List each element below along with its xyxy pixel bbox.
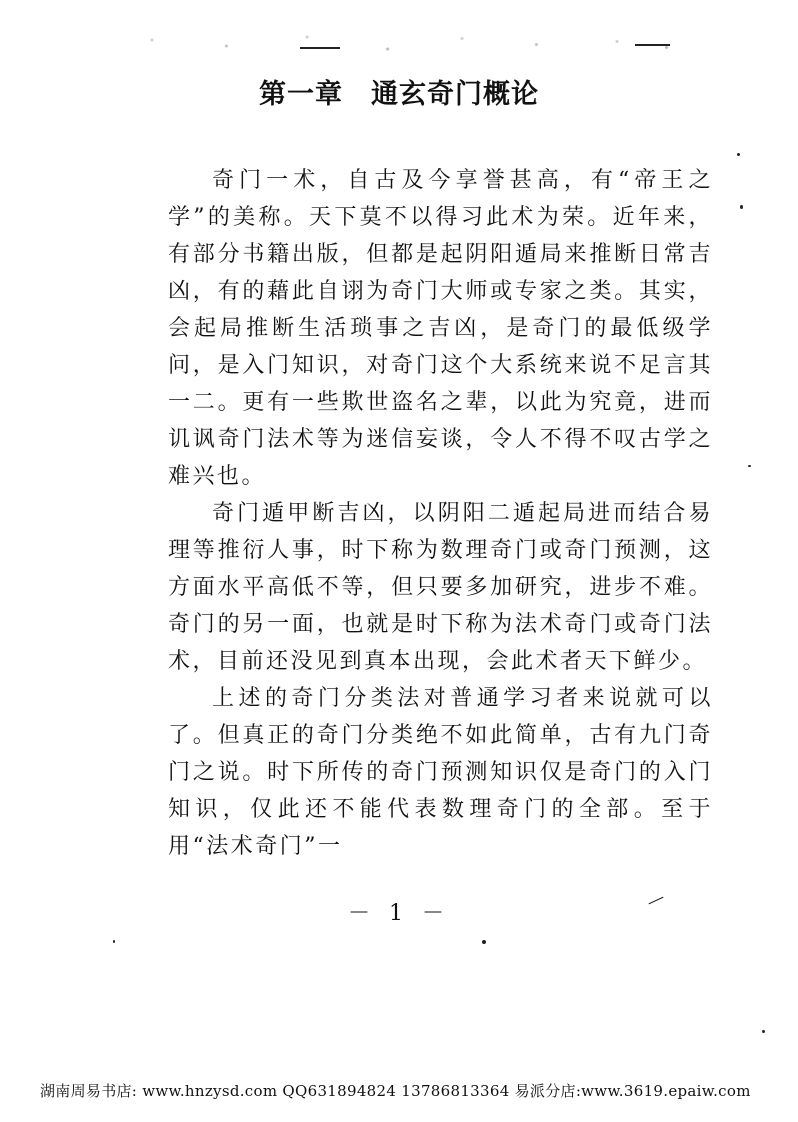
scan-mark (635, 44, 670, 46)
scan-mark (300, 47, 340, 49)
page-number: － 1 － (348, 901, 450, 926)
scan-speck (762, 1030, 765, 1033)
scan-noise (90, 28, 710, 58)
scan-speck (113, 940, 115, 943)
scan-speck (740, 205, 743, 209)
footer-text: 湖南周易书店: www.hnzysd.com QQ631894824 13786813364 易派分店:www.3619.epaiw.com (40, 1082, 751, 1100)
paragraph: 奇门一术，自古及今享誉甚高，有“帝王之学”的美称。天下莫不以得习此术为荣。近年来，有部分书籍出版，但都是起阴阳遁局来推断日常吉凶，有的藉此自诩为奇门大师或专家之类。其实，会起局推断生活琐事之吉凶，是奇门的最低级学问，是入门知识，对奇门这个大系统来说不足言其一二。更有一些欺世盗名之辈，以此为究竟，进而讥讽奇门法术等为迷信妄谈，令人不得不叹古学之难兴也。 (168, 168, 713, 489)
chapter-heading (0, 72, 798, 111)
scan-speck (748, 465, 751, 467)
scan-speck (737, 153, 740, 156)
scan-speck (482, 940, 486, 944)
paragraph: 奇门遁甲断吉凶，以阴阳二遁起局进而结合易理等推衍人事，时下称为数理奇门或奇门预测，这方面水平高低不等，但只要多加研究，进步不难。奇门的另一面，也就是时下称为法术奇门或奇门法术，目前还没见到真本出现，会此术者天下鲜少。 (168, 501, 713, 674)
chapter-number: 第一章 (259, 79, 343, 110)
body-text (168, 162, 713, 865)
chapter-name: 通玄奇门概论 (371, 79, 539, 110)
paragraph: 上述的奇门分类法对普通学习者来说就可以了。但真正的奇门分类绝不如此简单，古有九门奇门之说。时下所传的奇门预测知识仅是奇门的入门知识，仅此还不能代表数理奇门的全部。至于用“法术奇门”一 (168, 686, 713, 859)
